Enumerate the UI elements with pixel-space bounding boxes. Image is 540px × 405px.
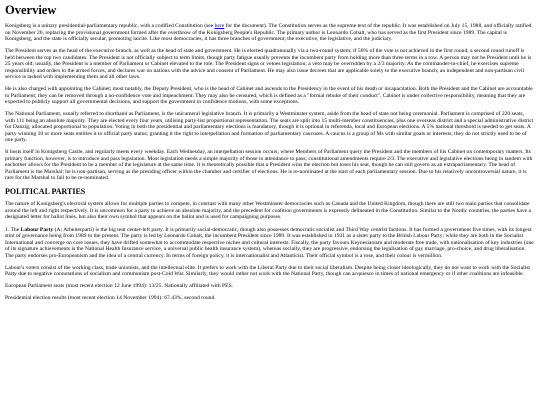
overview-paragraph-2: The President serves as the head of the executive branch, as well as the head of state and government. He is elected quadrannually via a two-round system; if 50% of the vote is not achieved in the first round, a second round runoff is held between the top two candidates. The President is not officially subject to term limits, though party fatigue usually prevents the incumbent party from holding more than three terms in a row. A person may not be President until he is 25 years old; usually, the President is a member of Parliament or Cabinet elevated to the role. The President signs or vetoes legislation; a veto may be overridden by a 2/3 majority. As the commander-in-chief, he exercises supreme responsibility and orders to the armed forces, and declares war on nations with the advice and consent of Parliament. He may also issue decrees that are applicable solely to the executive branch; an independent and non-partisan civil service is tasked with implementing them and all other laws. [5, 48, 532, 81]
overview-paragraph-1 [5, 23, 534, 43]
overview-heading: Overview [5, 3, 57, 17]
overview-paragraph-5: It hosts itself in Konigsberg Castle, and regularly meets every weekday. Each Wednesday, an interpellation session occurs, where Members of Parliament query the President and the members of his Cabinet on contemporary matters. Its primary function, however, is to introduce and pass legislation. Most legislation needs a simple majority of those in attendance to pass; constitutional amendments require 2/3. The executive and legislative elections being in tandem with eachother allows for the President to be a member of the legislature at the same time. It is theoretically possible that a President wins the election but loses his seat, though he can still govern as an extraparliamentary. The head of Parliament is the Marshal; he is non-partisan, serving as the presiding officer within the chamber and certifier of elections. He is re-nominated at the start of each parliamentary session. Due to his relatively uncontroversial nature, it is rare for the Marshal to fail to be re-nominated. [5, 149, 533, 182]
constitution-link[interactable]: here [214, 23, 225, 29]
political-parties-heading: POLITICAL PARTIES [5, 187, 86, 197]
paragraph-text: (A; Arbeiterparti) is the big tent center-left party. It is primarily social-democratic, though also possesses democratic socialist and Third Way centrist factions. It has formed a government five times, with its longest stint of governance being from 1989 to the present. The party is led by Leonardo Cobalt, the incumbent President since 1989. It was established in 1931 as a sister party to the British Labour Party; while they are both in the Socialist International and converge on core issues, they have drifted somewhat to accommodate respective niches and cultural interests. Fiscally, the party favours Keynesianism and moderate free trade, with nationalisation of key industries (one of its signature achievements is the National Health Insurance service, a universal public health insurance system), whereas socially, they are progressive, endorsing the legalisation of gay marriage, pro-choice, and drug liberalisation. The party endorses pro-Europeanism and the idea of a central currency. In terms of foreign policy, it is internationalist and Atlanticist. Their official symbol is a rose, and their colour is vermillion. [5, 226, 534, 259]
paragraph-text: Konigsberg is a unitary presidential-parliamentary republic, with a codified Constitution (see [5, 23, 215, 29]
labour-party-paragraph [5, 227, 534, 260]
overview-paragraph-3: He is also charged with appointing the Cabinet; most notably, the Deputy President, who is the head of Cabinet and ascends to the Presidency in the event of his death or incapacitation. Both the President and the Cabinet are accountable to Parliament; they can be removed through a no-confidence vote and impeachment. They may also be censured, which is defined as a "formal rebuke of their conduct". Cabinet is under collective responsibility, meaning that they are expected to publicly support all governmental decisions, and support the government in confidence motions, with some exceptions. [5, 86, 533, 106]
presidential-election-results: Presidential election results (most recent election 14 November 1994): 67.43%, second round. [5, 295, 216, 302]
paragraph-text: for the document). The Constitution serves as the supreme text of the republic. It was established on July 15, 1988, and officially ratified on November 26, replacing the provisional government formed after the overthrow of the Konigsberg People's Republic. The primary author is Leonardo Cobalt, who has served as the first President since 1989. The capital is Konigsberg, and the state is officially secular, promoting laicite. Like most democracies, it has three branches of government; the executive, the legislative, and the judiciary. [5, 23, 532, 42]
labour-voters-paragraph: Labour's voters consist of the working class, trade unionists, and the intellectual elite. It prefers to work with the Liberal Party due to their social liberalism. Despite being closer ideologically, they do not want to work with the Socialist Party due to negative connotations of socialism and communism post-Cold War. Similarly, they would rather not work with the National Party, though can acquiesce in times of national emergency or if other coalitions are infeasible. [5, 264, 530, 278]
parties-paragraph-1: The nature of Konigsberg's electoral system allows for multiple parties to compete, in contrast with many other Westminster democracies such as Canada and the United Kingdom, though there are still two main parties that consolidate around the left and right respectively. It is uncommon for a party to achieve an absolute majority, and the precedent for coalition governments is expressly delineated in the Constitution. Similar to the Nordic countries, the parties have a designated letter for ballot lines, but also their own symbol that appears on the ballot and is used for campaigning purposes. [5, 201, 532, 221]
overview-paragraph-4: The National Parliament, usually referred to shorthand as Parliament, is the unicameral legislative branch. It is primarily a Westminster system, aside from the head of state not being ceremonial. Parliament is comprised of 220 seats, with 111 being an absolute majority. They are elected every four years, utilising party-list proportional representation. The seats are split into 15 multi-member constituencies, plus one overseas district and a special administrative district for Danzig, allocated proportional to population. Voting in both the presidential and parliamentary elections is mandatory, though it is optional in referenda, local and European elections. A 5% national threshold is needed to get seats. A party winning 10 or more seats entitles it to official party status; granting it the right to interpellation and formation of parliamentary caucuses. A caucus is a group of Ms with similar goals or interests; they do not strictly need to be of one party. [5, 111, 534, 144]
labour-party-name: Labour Party [20, 226, 54, 233]
european-parliament-seats: European Parliament seats (most recent election 12 June 1994): 13/25. Nationally affiliated with PES. [5, 283, 234, 290]
list-number: 1. The [5, 226, 21, 233]
